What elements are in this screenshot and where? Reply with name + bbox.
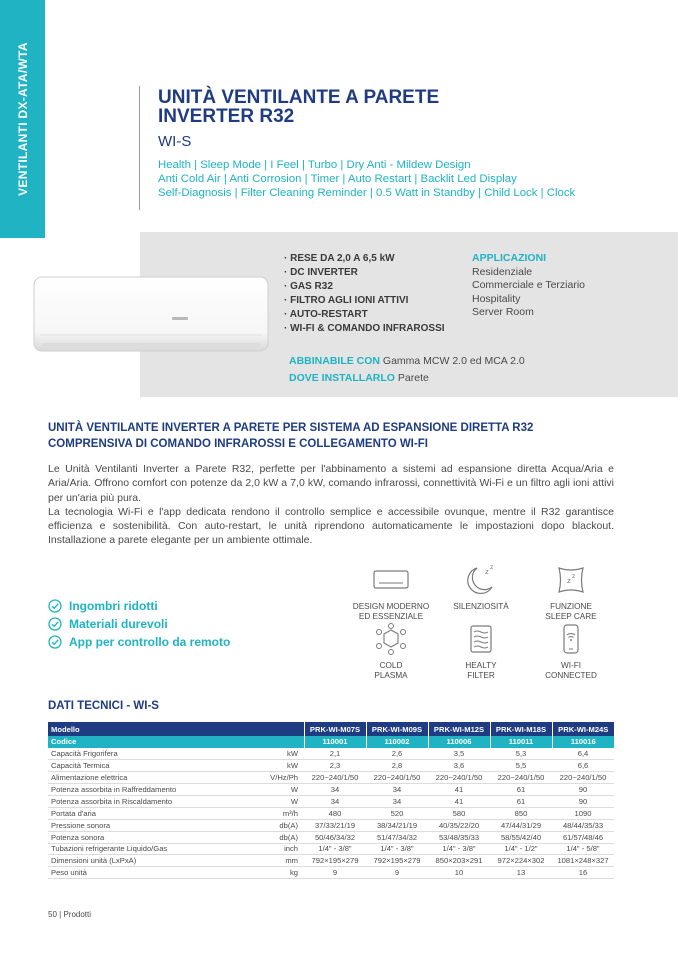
spec-item: · AUTO-RESTART bbox=[284, 308, 445, 322]
row-value: 16 bbox=[552, 867, 614, 879]
indoor-unit-icon bbox=[371, 562, 411, 598]
row-value: 10 bbox=[428, 867, 490, 879]
row-value: 1/4" - 5/8" bbox=[552, 843, 614, 855]
row-unit: V/Hz/Ph bbox=[255, 772, 304, 784]
icon-label: SLEEP CARE bbox=[545, 612, 597, 621]
row-value: 38/34/21/19 bbox=[366, 819, 428, 831]
page-number: 50 bbox=[48, 910, 57, 919]
spec-item: · DC INVERTER bbox=[284, 266, 445, 280]
tech-table bbox=[48, 722, 614, 879]
description-paragraph: La tecnologia Wi-Fi e l'app dedicata rendono il controllo semplice e accessibile ovunque, mentre il R32 garantisce efficienza e sostenibilità. Con auto-restart, le unità riprendono automaticamente le impostazioni dopo blackout. Installazione a parete elegante per un ambiente ottimale. bbox=[48, 505, 614, 547]
benefit-label: App per controllo da remoto bbox=[69, 635, 231, 649]
row-value: 50/46/34/32 bbox=[304, 831, 366, 843]
row-value: 6,4 bbox=[552, 748, 614, 760]
row-value: 3,6 bbox=[428, 760, 490, 772]
icon-label: COLD bbox=[379, 661, 403, 670]
table-row bbox=[48, 795, 614, 807]
side-tab bbox=[0, 0, 45, 238]
icon-label: DESIGN MODERNO bbox=[352, 602, 430, 611]
table-row bbox=[48, 807, 614, 819]
feature-cold-plasma bbox=[345, 621, 437, 681]
row-value: 61/57/48/46 bbox=[552, 831, 614, 843]
row-value: 220~240/1/50 bbox=[304, 772, 366, 784]
feature-silence bbox=[435, 562, 527, 612]
code-cell: 110006 bbox=[428, 736, 490, 748]
table-row bbox=[48, 784, 614, 796]
row-value: 34 bbox=[366, 795, 428, 807]
row-label: Potenza sonora bbox=[48, 831, 255, 843]
table-row bbox=[48, 855, 614, 867]
row-value: 58/55/42/40 bbox=[490, 831, 552, 843]
title-divider bbox=[139, 86, 140, 210]
row-value: 580 bbox=[428, 807, 490, 819]
row-unit: db(A) bbox=[255, 831, 304, 843]
check-circle-icon bbox=[48, 599, 62, 613]
applications-heading: APPLICAZIONI bbox=[472, 252, 547, 264]
spec-list bbox=[284, 252, 445, 336]
section-title-line: UNITÀ VENTILANTE INVERTER A PARETE PER SISTEMA AD ESPANSIONE DIRETTA R32 bbox=[48, 422, 534, 434]
row-value: 1090 bbox=[552, 807, 614, 819]
smartphone-icon bbox=[551, 621, 591, 657]
row-value: 51/47/34/32 bbox=[366, 831, 428, 843]
row-unit: db(A) bbox=[255, 819, 304, 831]
benefit-label: Ingombri ridotti bbox=[69, 599, 158, 613]
row-unit: m³/h bbox=[255, 807, 304, 819]
install-label: DOVE INSTALLARLO bbox=[289, 372, 395, 384]
page-subtitle: WI-S bbox=[158, 133, 192, 150]
feature-wifi bbox=[525, 621, 617, 681]
row-label: Capacità Frigorifera bbox=[48, 748, 255, 760]
row-value: 5,5 bbox=[490, 760, 552, 772]
svg-text:z: z bbox=[485, 568, 489, 576]
moon-sleep-icon bbox=[461, 562, 501, 598]
page-footer: 50 | Prodotti bbox=[48, 910, 92, 919]
row-value: 220~240/1/50 bbox=[366, 772, 428, 784]
icon-label: HEALTY bbox=[465, 661, 497, 670]
row-value: 3,5 bbox=[428, 748, 490, 760]
combination-info bbox=[289, 353, 525, 387]
row-value: 520 bbox=[366, 807, 428, 819]
row-value: 480 bbox=[304, 807, 366, 819]
side-tab-label: VENTILANTI DX-ATA/WTA bbox=[15, 42, 30, 196]
table-row bbox=[48, 748, 614, 760]
table-row bbox=[48, 831, 614, 843]
table-row bbox=[48, 867, 614, 879]
svg-text:z: z bbox=[490, 564, 494, 571]
feature-line: Health | Sleep Mode | I Feel | Turbo | Dry Anti - Mildew Design bbox=[158, 159, 471, 171]
filter-icon bbox=[461, 621, 501, 657]
combo-value: Gamma MCW 2.0 ed MCA 2.0 bbox=[382, 355, 525, 367]
row-value: 6,6 bbox=[552, 760, 614, 772]
row-unit: kW bbox=[255, 748, 304, 760]
row-value: 13 bbox=[490, 867, 552, 879]
row-value: 34 bbox=[304, 784, 366, 796]
row-value: 1/4" - 3/8" bbox=[304, 843, 366, 855]
code-cell: 110001 bbox=[304, 736, 366, 748]
model-cell: PRK-WI-M09S bbox=[366, 722, 428, 736]
check-circle-icon bbox=[48, 635, 62, 649]
model-cell: PRK-WI-M07S bbox=[304, 722, 366, 736]
model-cell: PRK-WI-M12S bbox=[428, 722, 490, 736]
row-value: 53/48/35/33 bbox=[428, 831, 490, 843]
row-label: Peso unità bbox=[48, 867, 255, 879]
svg-text:z: z bbox=[567, 577, 571, 585]
row-value: 1/4" - 3/8" bbox=[428, 843, 490, 855]
table-header-row bbox=[48, 722, 614, 736]
icon-label: FILTER bbox=[467, 671, 495, 680]
application-item: Server Room bbox=[472, 306, 534, 318]
install-value: Parete bbox=[397, 372, 429, 384]
section-title-line: COMPRENSIVA DI COMANDO INFRAROSSI E COLLEGAMENTO WI-FI bbox=[48, 438, 428, 450]
row-unit: W bbox=[255, 795, 304, 807]
benefit-item bbox=[48, 597, 230, 615]
row-value: 2,1 bbox=[304, 748, 366, 760]
row-value: 9 bbox=[366, 867, 428, 879]
row-value: 2,3 bbox=[304, 760, 366, 772]
model-cell: PRK-WI-M24S bbox=[552, 722, 614, 736]
row-unit: kW bbox=[255, 760, 304, 772]
footer-section: Prodotti bbox=[63, 910, 92, 919]
row-value: 220~240/1/50 bbox=[490, 772, 552, 784]
row-label: Capacità Termica bbox=[48, 760, 255, 772]
row-value: 48/44/35/33 bbox=[552, 819, 614, 831]
row-value: 792×195×279 bbox=[304, 855, 366, 867]
code-cell: 110002 bbox=[366, 736, 428, 748]
section-title bbox=[48, 420, 533, 452]
pillow-icon bbox=[551, 562, 591, 598]
feature-list bbox=[158, 158, 575, 200]
row-label: Potenza assorbita in Raffreddamento bbox=[48, 784, 255, 796]
row-value: 5,3 bbox=[490, 748, 552, 760]
table-row bbox=[48, 772, 614, 784]
feature-filter bbox=[435, 621, 527, 681]
row-label: Dimensioni unità (LxPxA) bbox=[48, 855, 255, 867]
description-paragraph: Le Unità Ventilanti Inverter a Parete R32, perfette per l'abbinamento a sistemi ad espansione diretta Acqua/Aria e Aria/Aria. Offrono comfort con potenze da 2,0 kW a 7,0 kW, comando infrarossi, connettività Wi-Fi e un filtro agli ioni attivi per un'aria più pura. bbox=[48, 463, 614, 504]
row-value: 9 bbox=[304, 867, 366, 879]
row-unit: kg bbox=[255, 867, 304, 879]
icon-label: ED ESSENZIALE bbox=[358, 612, 424, 621]
application-item: Residenziale bbox=[472, 265, 533, 278]
table-row bbox=[48, 843, 614, 855]
row-value: 220~240/1/50 bbox=[552, 772, 614, 784]
row-value: 61 bbox=[490, 784, 552, 796]
row-value: 1081×248×327 bbox=[552, 855, 614, 867]
svg-text:z: z bbox=[572, 573, 576, 580]
row-label: Alimentazione elettrica bbox=[48, 772, 255, 784]
icon-label: SILENZIOSITÀ bbox=[453, 602, 509, 611]
check-circle-icon bbox=[48, 617, 62, 631]
benefit-item bbox=[48, 615, 230, 633]
row-label: Pressione sonora bbox=[48, 819, 255, 831]
row-value: 90 bbox=[552, 784, 614, 796]
description bbox=[48, 462, 614, 548]
table-row bbox=[48, 819, 614, 831]
icon-label: FUNZIONE bbox=[550, 602, 592, 611]
row-value: 2,6 bbox=[366, 748, 428, 760]
row-value: 2,8 bbox=[366, 760, 428, 772]
row-value: 972×224×302 bbox=[490, 855, 552, 867]
feature-design bbox=[345, 562, 437, 622]
row-unit: inch bbox=[255, 843, 304, 855]
spec-item: · FILTRO AGLI IONI ATTIVI bbox=[284, 294, 445, 308]
model-cell: PRK-WI-M18S bbox=[490, 722, 552, 736]
row-value: 40/35/22/20 bbox=[428, 819, 490, 831]
row-value: 37/33/21/19 bbox=[304, 819, 366, 831]
code-header: Codice bbox=[48, 736, 304, 748]
row-value: 90 bbox=[552, 795, 614, 807]
row-value: 34 bbox=[366, 784, 428, 796]
table-row bbox=[48, 760, 614, 772]
tech-title: DATI TECNICI - WI-S bbox=[48, 700, 159, 712]
applications bbox=[472, 252, 585, 320]
spec-item: · WI-FI & COMANDO INFRAROSSI bbox=[284, 322, 445, 336]
icon-label: CONNECTED bbox=[545, 671, 597, 680]
benefit-label: Materiali durevoli bbox=[69, 617, 168, 631]
row-value: 850 bbox=[490, 807, 552, 819]
combo-label: ABBINABILE CON bbox=[289, 355, 380, 367]
molecule-icon bbox=[371, 621, 411, 657]
row-value: 47/44/31/29 bbox=[490, 819, 552, 831]
application-item: Hospitality bbox=[472, 292, 521, 305]
feature-line: Anti Cold Air | Anti Corrosion | Timer | Auto Restart | Backlit Led Display bbox=[158, 173, 517, 185]
code-row bbox=[48, 736, 614, 748]
page-title bbox=[158, 88, 439, 126]
model-header: Modello bbox=[48, 722, 304, 736]
row-value: 850×203×291 bbox=[428, 855, 490, 867]
benefit-item bbox=[48, 633, 230, 651]
air-conditioner-image bbox=[32, 275, 272, 355]
row-label: Portata d'aria bbox=[48, 807, 255, 819]
row-value: 1/4" - 3/8" bbox=[366, 843, 428, 855]
row-value: 792×195×279 bbox=[366, 855, 428, 867]
row-label: Tubazioni refrigerante Liquido/Gas bbox=[48, 843, 255, 855]
feature-line: Self-Diagnosis | Filter Cleaning Reminder | 0.5 Watt in Standby | Child Lock | Clock bbox=[158, 187, 576, 199]
row-label: Potenza assorbita in Riscaldamento bbox=[48, 795, 255, 807]
code-cell: 110011 bbox=[490, 736, 552, 748]
benefit-list bbox=[48, 597, 230, 651]
row-value: 1/4" - 1/2" bbox=[490, 843, 552, 855]
code-cell: 110016 bbox=[552, 736, 614, 748]
feature-sleep-care bbox=[525, 562, 617, 622]
icon-label: WI-FI bbox=[560, 661, 581, 670]
title-line-1: UNITÀ VENTILANTE A PARETE bbox=[158, 87, 440, 108]
row-value: 220~240/1/50 bbox=[428, 772, 490, 784]
spec-item: · RESE DA 2,0 A 6,5 kW bbox=[284, 252, 445, 266]
spec-item: · GAS R32 bbox=[284, 280, 445, 294]
application-item: Commerciale e Terziario bbox=[472, 279, 586, 291]
row-unit: mm bbox=[255, 855, 304, 867]
title-line-2: INVERTER R32 bbox=[158, 106, 295, 127]
icon-label: PLASMA bbox=[374, 671, 408, 680]
row-value: 61 bbox=[490, 795, 552, 807]
row-value: 34 bbox=[304, 795, 366, 807]
row-unit: W bbox=[255, 784, 304, 796]
row-value: 41 bbox=[428, 784, 490, 796]
row-value: 41 bbox=[428, 795, 490, 807]
